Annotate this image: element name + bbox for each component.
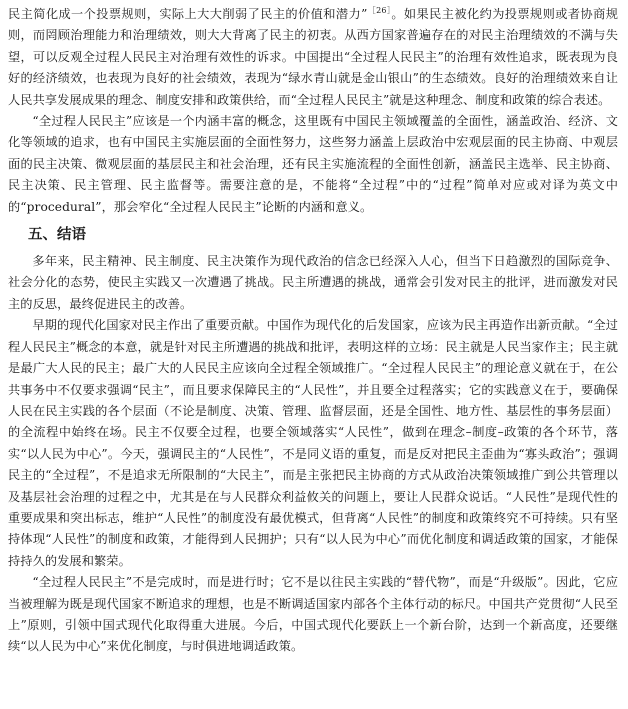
paragraph-1	[8, 4, 618, 111]
paragraph-2: “全过程人民民主”应该是一个内涵丰富的概念，这里既有中国民主领域覆盖的全面性，涵盖政治、经济、文化等领域的追求，也有中国民主实施层面的全面性努力，这些努力涵盖上层政治中宏观层面的民主协商、中观层面的民主决策、微观层面的基层民主和社会治理，还有民主实施流程的全面性创新，涵盖民主选举、民主协商、民主决策、民主管理、民主监督等。需要注意的是，不能将“全过程”中的“过程”简单对应或对译为英文中的“procedural”，那会窄化“全过程人民民主”论断的内涵和意义。	[8, 114, 618, 214]
paragraph-1-text-cont: 。如果民主被化约为投票规则或者协商规则，而罔顾治理能力和治理绩效，则大大背离了民主的初衷。从西方国家普遍存在的对民主治理绩效的不满与失望，可以反观全过程人民民主对治理有效性的诉求。中国提出“全过程人民民主”的治理有效性追求，既表现为良好的经济绩效，也表现为良好的社会绩效，表现为“绿水青山就是金山银山”的生态绩效。良好的治理绩效来自让人民共享发展成果的理念、制度安排和政策供给，而“全过程人民民主”就是这种理念、制度和政策的综合表述。	[8, 7, 618, 107]
paragraph-5: “全过程人民民主”不是完成时，而是进行时；它不是以往民主实践的“替代物”，而是“升级版”。因此，它应当被理解为既是现代国家不断追求的理想，也是不断调适国家内部各个主体行动的标尺。中国共产党贯彻“人民至上”原则，引领中国式现代化取得重大进展。今后，中国式现代化要跃上一个新台阶，达到一个新高度，还要继续“以人民为中心”来优化制度，与时俱进地调适政策。	[8, 575, 618, 654]
paragraph-1-text: 民主简化成一个投票规则，实际上大大削弱了民主的价值和潜力”	[8, 7, 368, 21]
paragraph-3: 多年来，民主精神、民主制度、民主决策作为现代政治的信念已经深入人心，但当下日趋激烈的国际竞争、社会分化的态势，使民主实践又一次遭遇了挑战。民主所遭遇的挑战，通常会引发对民主的批评，进而激发对民主的反思，最终促进民主的改善。	[8, 254, 618, 311]
paragraph-4: 早期的现代化国家对民主作出了重要贡献。中国作为现代化的后发国家，应该为民主再造作出新贡献。“全过程人民民主”概念的本意，就是针对民主所遭遇的挑战和批评，表明这样的立场：民主就是人民当家作主；民主就是最广大人民的民主；最广大的人民民主应该向全过程全领域推广。“全过程人民民主”的理论意义就在于，在公共事务中不仅要求强调“民主”，而且要求保障民主的“人民性”，并且要全过程落实；它的实践意义在于，要确保人民在民主实践的各个层面（不论是制度、决策、管理、监督层面，还是全国性、地方性、基层性的事务层面）的全流程中始终在场。民主不仅要全过程，也要全领域落实“人民性”，做到在理念–制度–政策的各个环节，落实“以人民为中心”。今天，强调民主的“人民性”，不是同义语的重复，而是反对把民主歪曲为“寡头政治”；强调民主的“全过程”，不是追求无所限制的“大民主”，而是主张把民主协商的方式从政治决策领域推广到公共管理以及基层社会治理的过程之中，尤其是在与人民群众利益攸关的问题上，要让人民群众说话。“人民性”是现代性的重要成果和突出标志，维护“人民性”的制度没有最优模式，但背离“人民性”的制度和政策终究不可持续。只有坚持体现“人民性”的制度和政策，才能得到人民拥护；只有“以人民为中心”而优化制度和调适政策的国家，才能保持持久的发展和繁荣。	[8, 318, 618, 568]
section-heading: 五、结语	[28, 227, 86, 244]
citation-26: ［26］	[367, 5, 392, 15]
